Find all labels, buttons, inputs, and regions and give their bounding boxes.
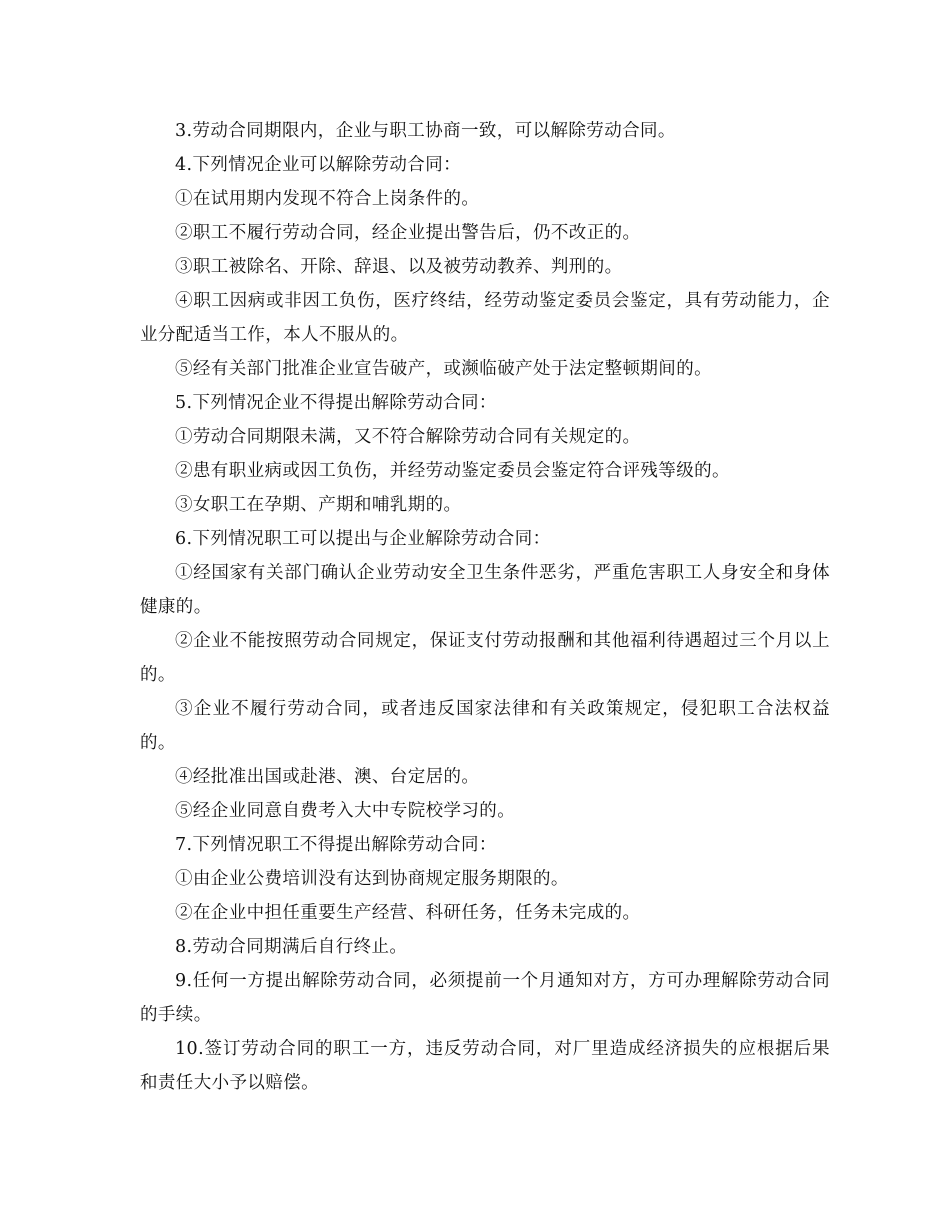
paragraph-6-heading: 6.下列情况职工可以提出与企业解除劳动合同：	[175, 529, 551, 549]
paragraph-4-item-3: ③职工被除名、开除、辞退、以及被劳动教养、判刑的。	[175, 257, 623, 277]
paragraph-6-item-3: ③企业不履行劳动合同，或者违反国家法律和有关政策规定，侵犯职工合法权益的。	[140, 699, 830, 753]
paragraph-8: 8.劳动合同期满后自行终止。	[175, 937, 408, 957]
paragraph-6-item-5: ⑤经企业同意自费考入大中专院校学习的。	[175, 801, 516, 821]
paragraph-4-item-2: ②职工不履行劳动合同，经企业提出警告后，仍不改正的。	[175, 223, 641, 243]
paragraph-5-item-1: ①劳动合同期限未满，又不符合解除劳动合同有关规定的。	[175, 427, 641, 447]
paragraph-6-item-1: ①经国家有关部门确认企业劳动安全卫生条件恶劣，严重危害职工人身安全和身体健康的。	[140, 563, 830, 617]
paragraph-5-item-3: ③女职工在孕期、产期和哺乳期的。	[175, 495, 462, 515]
paragraph-5-heading: 5.下列情况企业不得提出解除劳动合同：	[175, 393, 497, 413]
paragraph-6-item-2: ②企业不能按照劳动合同规定，保证支付劳动报酬和其他福利待遇超过三个月以上的。	[140, 631, 830, 685]
document-body	[140, 114, 830, 1100]
paragraph-7-heading: 7.下列情况职工不得提出解除劳动合同：	[175, 835, 497, 855]
paragraph-4-item-4: ④职工因病或非因工负伤，医疗终结，经劳动鉴定委员会鉴定，具有劳动能力，企业分配适当工作，本人不服从的。	[140, 291, 830, 345]
paragraph-3: 3.劳动合同期限内，企业与职工协商一致，可以解除劳动合同。	[175, 121, 676, 141]
paragraph-7-item-1: ①由企业公费培训没有达到协商规定服务期限的。	[175, 869, 569, 889]
paragraph-4-heading: 4.下列情况企业可以解除劳动合同：	[175, 155, 461, 175]
paragraph-10: 10.签订劳动合同的职工一方，违反劳动合同，对厂里造成经济损失的应根据后果和责任大小予以赔偿。	[140, 1039, 830, 1093]
paragraph-5-item-2: ②患有职业病或因工负伤，并经劳动鉴定委员会鉴定符合评残等级的。	[175, 461, 730, 481]
paragraph-4-item-1: ①在试用期内发现不符合上岗条件的。	[175, 189, 480, 209]
paragraph-7-item-2: ②在企业中担任重要生产经营、科研任务，任务未完成的。	[175, 903, 641, 923]
paragraph-4-item-5: ⑤经有关部门批准企业宣告破产，或濒临破产处于法定整顿期间的。	[175, 359, 712, 379]
paragraph-6-item-4: ④经批准出国或赴港、澳、台定居的。	[175, 767, 480, 787]
paragraph-9: 9.任何一方提出解除劳动合同，必须提前一个月通知对方，方可办理解除劳动合同的手续。	[140, 971, 830, 1025]
